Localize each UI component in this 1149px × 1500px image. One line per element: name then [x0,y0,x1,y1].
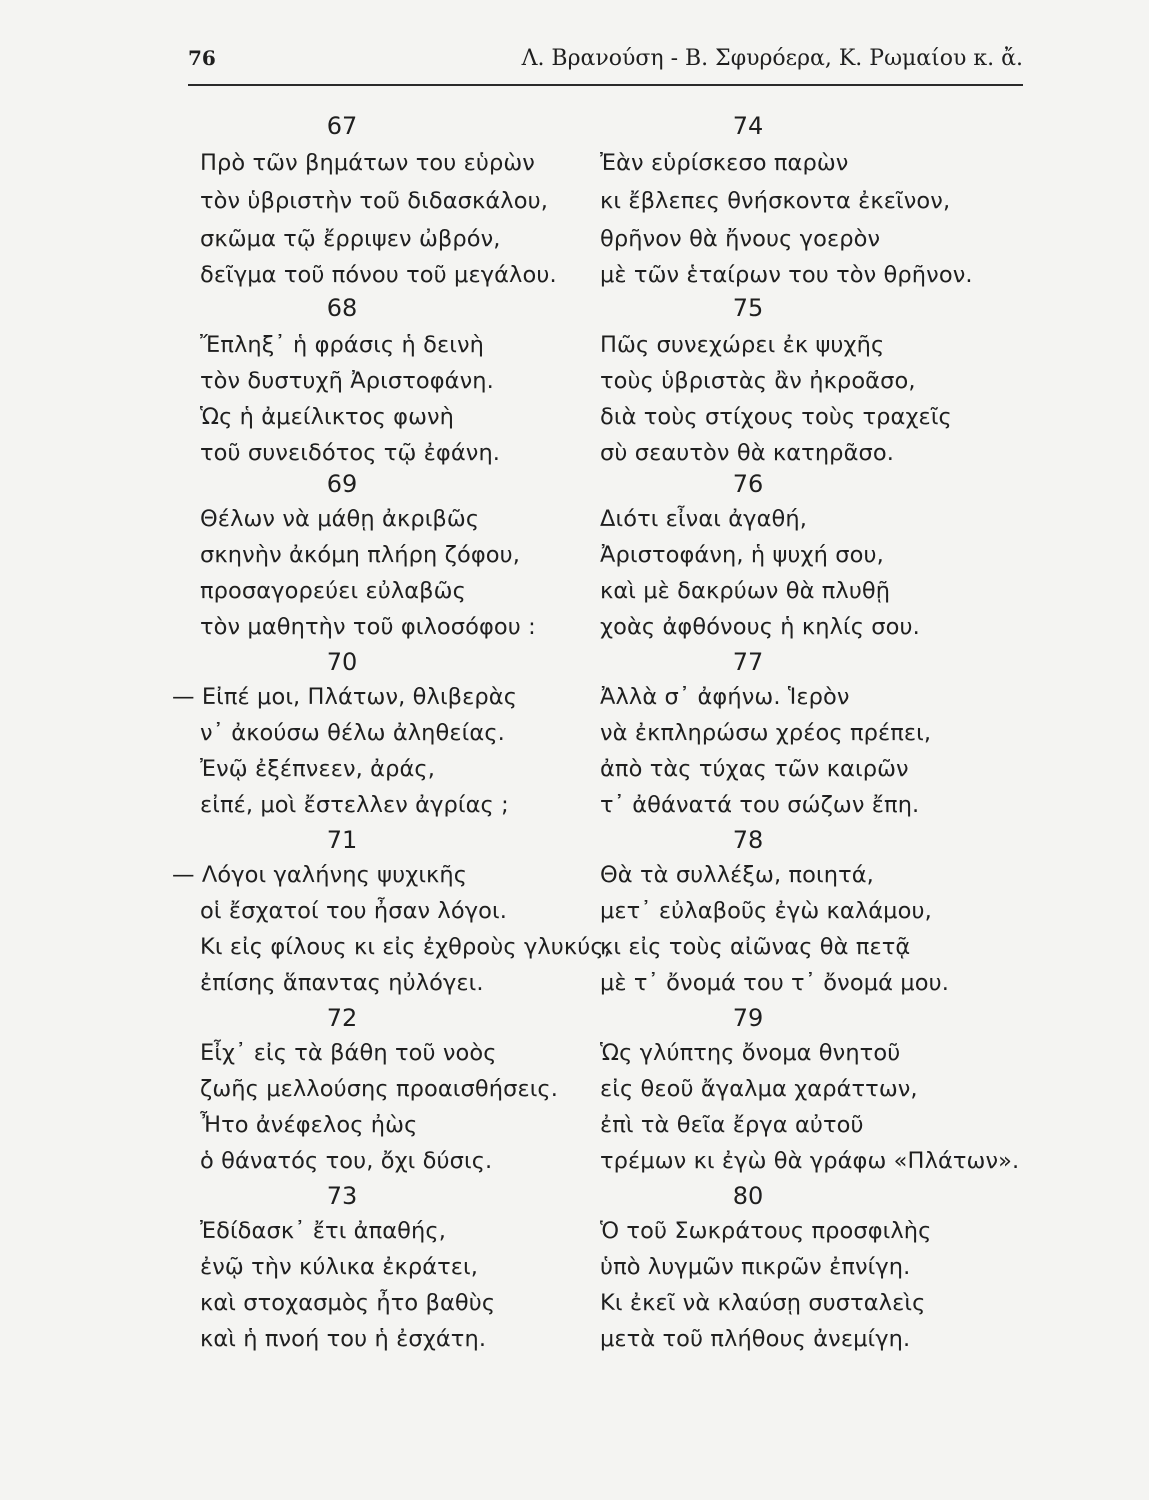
stanza-number: 76 [732,470,764,498]
verse-line: κι ἔβλεπες θνήσκοντα ἐκεῖνον, [600,188,951,214]
verse-line: Κι ἐκεῖ νὰ κλαύσῃ συσταλεὶς [600,1290,926,1316]
stanza-76 [600,470,1030,660]
stanza-number: 70 [326,648,358,676]
stanza-73 [200,1182,630,1372]
verse-line: τὸν μαθητὴν τοῦ φιλοσόφου : [200,614,536,640]
verse-line: Ἦτο ἀνέφελος ἠὼς [200,1112,418,1138]
verse-line: τοῦ συνειδότος τῷ ἐφάνη. [200,440,501,466]
page-number: 76 [188,46,216,70]
stanza-74 [600,112,1030,302]
verse-line: Ἐνῷ ἐξέπνεεν, ἀράς, [200,756,435,782]
verse-line: — Λόγοι γαλήνης ψυχικῆς [172,862,468,888]
stanza-number: 72 [326,1004,358,1032]
verse-line: μετ᾽ εὐλαβοῦς ἐγὼ καλάμου, [600,898,932,924]
stanza-number: 74 [732,112,764,140]
verse-line: διὰ τοὺς στίχους τοὺς τραχεῖς [600,404,952,430]
verse-line: ἐπὶ τὰ θεῖα ἔργα αὐτοῦ [600,1112,864,1138]
verse-line: κι εἰς τοὺς αἰῶνας θὰ πετᾷ [600,934,911,960]
verse-line: ὑπὸ λυγμῶν πικρῶν ἐπνίγη. [600,1254,911,1280]
verse-line: τρέμων κι ἐγὼ θὰ γράφω «Πλάτων». [600,1148,1020,1174]
verse-line: Ἀριστοφάνη, ἡ ψυχή σου, [600,542,884,568]
stanza-67 [200,112,630,302]
verse-line: μὲ τ᾽ ὄνομά του τ᾽ ὄνομά μου. [600,970,949,996]
stanza-78 [600,826,1030,1016]
stanza-68 [200,294,630,484]
verse-line: τὸν δυστυχῆ Ἀριστοφάνη. [200,368,494,394]
verse-line: σκηνὴν ἀκόμη πλήρη ζόφου, [200,542,521,568]
stanza-number: 69 [326,470,358,498]
verse-line: Κι εἰς φίλους κι εἰς ἐχθροὺς γλυκύς, [200,934,611,960]
verse-line: Ὁ τοῦ Σωκράτους προσφιλὴς [600,1218,932,1244]
verse-line: Ἐὰν εὑρίσκεσο παρὼν [600,150,849,176]
verse-line: εἰπέ, μοὶ ἔστελλεν ἀγρίας ; [200,792,509,818]
verse-line: ζωῆς μελλούσης προαισθήσεις. [200,1076,558,1102]
stanza-number: 79 [732,1004,764,1032]
header-rule [188,84,1023,86]
stanza-80 [600,1182,1030,1372]
stanza-79 [600,1004,1030,1194]
verse-line: Πρὸ τῶν βημάτων του εὑρὼν [200,150,535,176]
stanza-number: 78 [732,826,764,854]
verse-line: χοὰς ἀφθόνους ἡ κηλίς σου. [600,614,920,640]
running-head: Λ. Βρανούση - Β. Σφυρόερα, Κ. Ρωμαίου κ. ἄ. [521,46,1023,71]
verse-line: εἰς θεοῦ ἄγαλμα χαράττων, [600,1076,918,1102]
page-header [188,44,1023,84]
stanza-number: 80 [732,1182,764,1210]
verse-line: προσαγορεύει εὐλαβῶς [200,578,466,604]
verse-line: θρῆνον θὰ ἤνους γοερὸν [600,226,881,252]
verse-line: τὸν ὑβριστὴν τοῦ διδασκάλου, [200,188,548,214]
stanza-number: 73 [326,1182,358,1210]
verse-line: Ἐδίδασκ᾽ ἔτι ἀπαθής, [200,1218,446,1244]
verse-line: Ὡς γλύπτης ὄνομα θνητοῦ [600,1040,901,1066]
stanza-75 [600,294,1030,484]
stanza-72 [200,1004,630,1194]
stanza-70 [172,648,630,838]
verse-line: τ᾽ ἀθάνατά του σώζων ἔπη. [600,792,920,818]
stanza-number: 68 [326,294,358,322]
verse-line: Ὡς ἡ ἀμείλικτος φωνὴ [200,404,455,430]
verse-line: ἐνῷ τὴν κύλικα ἐκράτει, [200,1254,479,1280]
stanza-number: 77 [732,648,764,676]
stanza-71 [172,826,630,1016]
verse-line: ἐπίσης ἅπαντας ηὐλόγει. [200,970,484,996]
verse-line: καὶ στοχασμὸς ἦτο βαθὺς [200,1290,496,1316]
stanza-77 [600,648,1030,838]
verse-line: καὶ μὲ δακρύων θὰ πλυθῇ [600,578,891,604]
verse-line: μετὰ τοῦ πλήθους ἀνεμίγη. [600,1326,911,1352]
verse-line: Ἔπληξ᾽ ἡ φράσις ἡ δεινὴ [200,332,484,358]
verse-line: ν᾽ ἀκούσω θέλω ἀληθείας. [200,720,505,746]
verse-line: ὁ θάνατός του, ὄχι δύσις. [200,1148,493,1174]
stanza-number: 75 [732,294,764,322]
verse-line: μὲ τῶν ἑταίρων του τὸν θρῆνον. [600,262,973,288]
verse-line: Ἀλλὰ σ᾽ ἀφήνω. Ἱερὸν [600,684,850,710]
verse-line: οἱ ἔσχατοί του ἦσαν λόγοι. [200,898,507,924]
verse-line: νὰ ἐκπληρώσω χρέος πρέπει, [600,720,932,746]
verse-line: Πῶς συνεχώρει ἐκ ψυχῆς [600,332,885,358]
verse-line: ἀπὸ τὰς τύχας τῶν καιρῶν [600,756,909,782]
verse-line: δεῖγμα τοῦ πόνου τοῦ μεγάλου. [200,262,557,288]
verse-line: Διότι εἶναι ἀγαθή, [600,506,807,532]
verse-line: τοὺς ὑβριστὰς ἂν ἠκροᾶσο, [600,368,916,394]
verse-line: σκῶμα τῷ ἔρριψεν ὠβρόν, [200,226,501,252]
verse-line: — Εἰπέ μοι, Πλάτων, θλιβερὰς [172,684,518,710]
verse-line: σὺ σεαυτὸν θὰ κατηρᾶσο. [600,440,894,466]
stanza-number: 71 [326,826,358,854]
verse-line: Θέλων νὰ μάθῃ ἀκριβῶς [200,506,480,532]
verse-line: καὶ ἡ πνοή του ἡ ἐσχάτη. [200,1326,487,1352]
verse-line: Εἶχ᾽ εἰς τὰ βάθη τοῦ νοὸς [200,1040,497,1066]
stanza-69 [200,470,630,660]
stanza-number: 67 [326,112,358,140]
verse-line: Θὰ τὰ συλλέξω, ποιητά, [600,862,874,888]
